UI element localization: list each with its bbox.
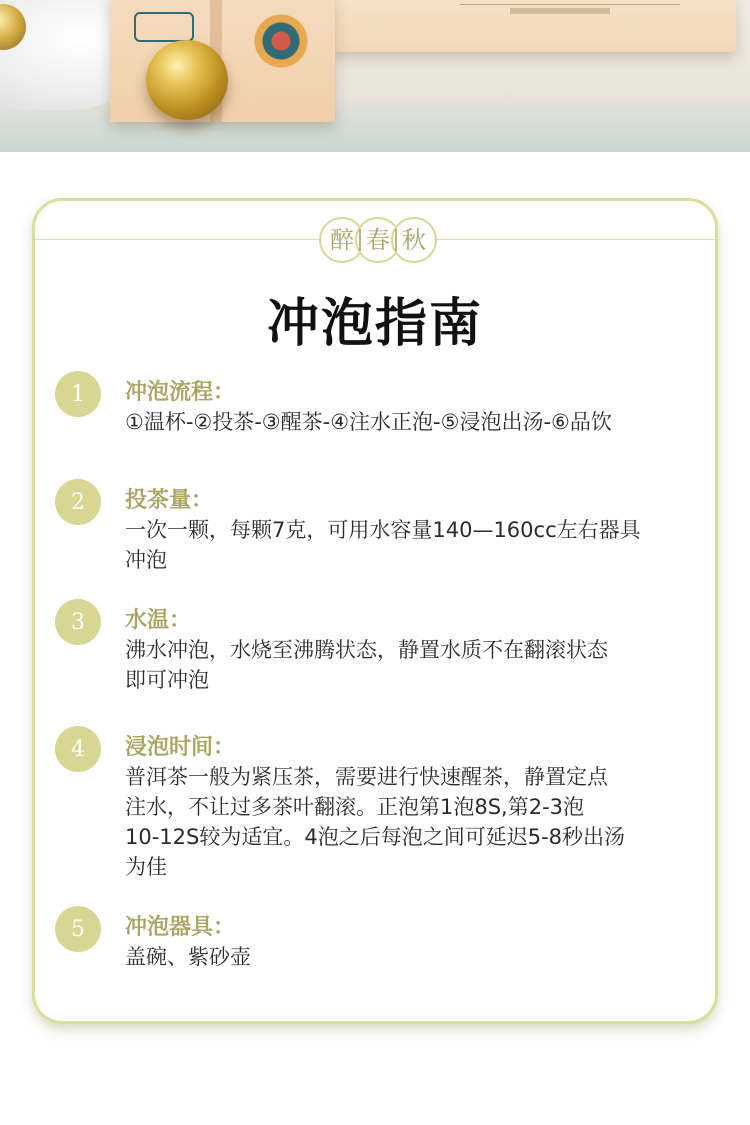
product-photo xyxy=(0,0,750,152)
step-heading: 冲泡流程： xyxy=(125,379,236,405)
step-body: ①温杯-②投茶-③醒茶-④注水正泡-⑤浸泡出汤-⑥品饮 xyxy=(125,410,612,434)
step-number-badge: 2 xyxy=(55,479,101,525)
box-emblem xyxy=(242,14,320,74)
brand-char-3: 秋 xyxy=(391,217,437,263)
step-number-badge: 5 xyxy=(55,906,101,952)
step-heading: 投茶量： xyxy=(125,487,214,513)
step-heading: 冲泡器具： xyxy=(125,914,236,940)
step-number-badge: 3 xyxy=(55,599,101,645)
gift-box xyxy=(330,0,736,52)
gold-foil-tea-ball xyxy=(146,40,228,120)
brand-char-1: 醉 xyxy=(319,217,365,263)
brand-logo xyxy=(317,215,439,265)
brewing-guide-card xyxy=(32,198,718,1024)
step-body: 沸水冲泡，水烧至沸腾状态，静置水质不在翻滚状态 即可冲泡 xyxy=(125,638,608,692)
brand-char-2: 春 xyxy=(355,217,401,263)
step-number-badge: 4 xyxy=(55,726,101,772)
step-body: 盖碗、紫砂壶 xyxy=(125,945,251,969)
step-body: 普洱茶一般为紧压茶，需要进行快速醒茶，静置定点 注水，不让过多茶叶翻滚。正泡第1泡8S,第2-3泡 10-12S较为适宜。4泡之后每泡之间可延迟5-8秒出汤 为佳 xyxy=(125,765,626,879)
step-heading: 水温： xyxy=(125,607,192,633)
step-heading: 浸泡时间： xyxy=(125,734,236,760)
step-body: 一次一颗，每颗7克，可用水容量140—160cc左右器具 冲泡 xyxy=(125,518,641,572)
step-number-badge: 1 xyxy=(55,371,101,417)
page-title: 冲泡指南 xyxy=(266,293,483,354)
